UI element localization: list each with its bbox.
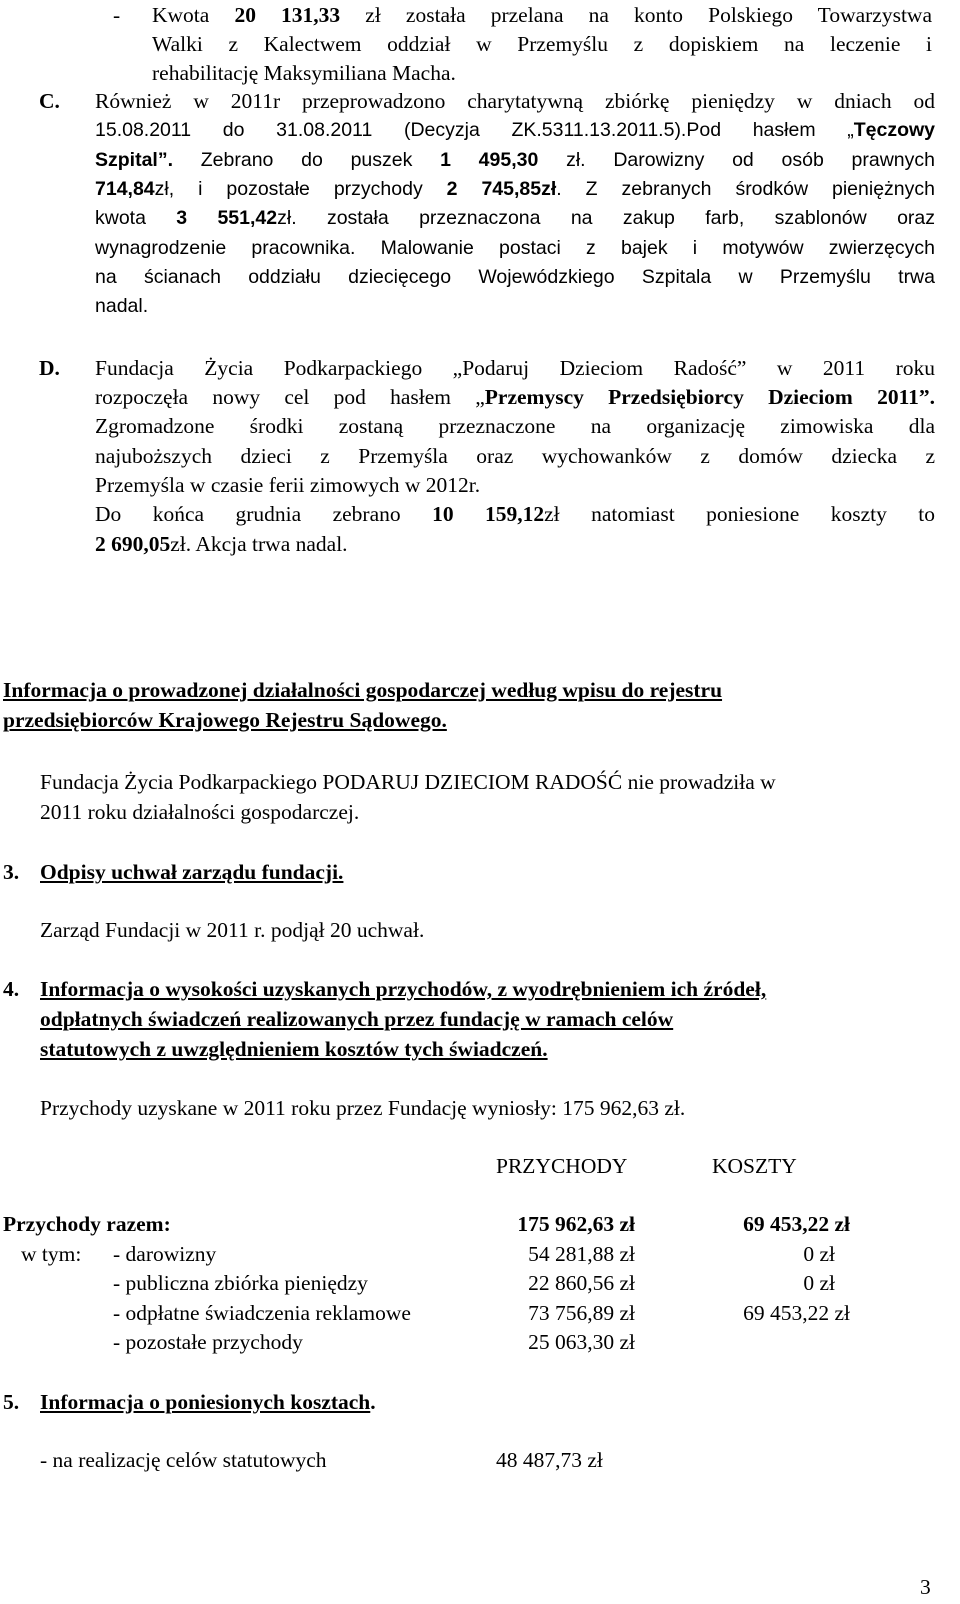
section-d-line-7: 2 690,05zł. Akcja trwa nadal. [95,532,348,556]
of-which-label: w tym: [21,1242,82,1266]
section-c-line-7: na ścianach oddziału dziecięcego Wojewódzkiego Szpitala w Przemyślu trwa [95,266,935,288]
row-label: - publiczna zbiórka pieniędzy [113,1271,368,1295]
list-dash: - [113,3,121,27]
section-5-number: 5. [3,1390,20,1414]
row-income: 25 063,30 zł [528,1330,635,1354]
info-heading-line-1: Informacja o prowadzonej działalności gospodarczej według wpisu do rejestru [3,678,723,702]
info-heading-line-2: przedsiębiorców Krajowego Rejestru Sądowego. [3,708,447,732]
section-c-line-1: Również w 2011r przeprowadzono charytatywną zbiórkę pieniędzy w dniach od [95,89,935,113]
section-d-line-6: Do końca grudnia zebrano 10 159,12zł natomiast poniesione koszty to [95,502,936,526]
kwota-line-3: rehabilitację Maksymiliana Macha. [152,61,456,85]
section-5-row-label: - na realizację celów statutowych [40,1448,327,1472]
row-costs [650,1327,850,1357]
section-c-line-3: Szpital”. Zebrano do puszek 1 495,30 zł. Darowizny od osób prawnych [95,149,935,171]
row-costs: 69 453,22 zł [743,1301,850,1325]
col-header-costs: KOSZTY [712,1154,797,1178]
row-income: 54 281,88 zł [528,1242,635,1266]
section-d-marker: D. [39,356,60,380]
total-label: Przychody razem: [3,1212,171,1236]
section-4-heading-line-3: statutowych z uwzględnieniem kosztów tych świadczeń. [40,1037,548,1061]
section-d-line-4: najuboższych dzieci z Przemyśla oraz wychowanków z domów dziecka z [95,444,935,468]
section-3-number: 3. [3,860,20,884]
kwota-line-1: Kwota 20 131,33 zł została przelana na konto Polskiego Towarzystwa [152,3,932,27]
section-c-line-6: wynagrodzenie pracownika. Malowanie postaci z bajek i motywów zwierzęcych [95,237,935,259]
row-income: 73 756,89 zł [528,1301,635,1325]
section-c-line-2: 15.08.2011 do 31.08.2011 (Decyzja ZK.5311.13.2011.5).Pod hasłem „Tęczowy [95,119,935,141]
section-d-line-5: Przemyśla w czasie ferii zimowych w 2012r. [95,473,481,497]
total-costs: 69 453,22 zł [743,1212,850,1236]
row-costs: 0 zł [803,1242,835,1266]
total-income: 175 962,63 zł [517,1212,635,1236]
col-header-income: PRZYCHODY [496,1154,628,1178]
section-4-number: 4. [3,977,20,1001]
row-income: 22 860,56 zł [528,1271,635,1295]
kwota-line-2: Walki z Kalectwem oddział w Przemyślu z dopiskiem na leczenie i [152,32,932,56]
section-3-heading: Odpisy uchwał zarządu fundacji. [40,860,344,884]
section-c-marker: C. [39,89,60,113]
section-3-body: Zarząd Fundacji w 2011 r. podjął 20 uchwał. [40,918,425,942]
info-body-line-2: 2011 roku działalności gospodarczej. [40,800,360,824]
section-4-heading-line-2: odpłatnych świadczeń realizowanych przez fundację w ramach celów [40,1007,674,1031]
section-c-line-5: kwota 3 551,42zł. została przeznaczona na zakup farb, szablonów oraz [95,207,935,229]
section-5-heading: Informacja o poniesionych kosztach. [40,1390,376,1414]
info-body-line-1: Fundacja Życia Podkarpackiego PODARUJ DZIECIOM RADOŚĆ nie prowadziła w [40,770,776,794]
section-4-body: Przychody uzyskane w 2011 roku przez Fundację wyniosły: 175 962,63 zł. [40,1096,686,1120]
section-d-line-1: Fundacja Życia Podkarpackiego „Podaruj Dzieciom Radość” w 2011 roku [95,356,935,380]
section-d-line-3: Zgromadzone środki zostaną przeznaczone na organizację zimowiska dla [95,414,935,438]
page-number: 3 [920,1575,931,1599]
section-5-row-value: 48 487,73 zł [496,1448,603,1472]
section-c-line-4: 714,84zł, i pozostałe przychody 2 745,85zł. Z zebranych środków pieniężnych [95,178,935,200]
row-label: - pozostałe przychody [113,1330,303,1354]
section-4-heading-line-1: Informacja o wysokości uzyskanych przychodów, z wyodrębnieniem ich źródeł, [40,977,767,1001]
section-d-line-2: rozpoczęła nowy cel pod hasłem „Przemyscy Przedsiębiorcy Dzieciom 2011”. [95,385,936,409]
section-c-line-8: nadal. [95,295,149,317]
row-label: - odpłatne świadczenia reklamowe [113,1301,411,1325]
row-costs: 0 zł [803,1271,835,1295]
row-label: - darowizny [113,1242,217,1266]
